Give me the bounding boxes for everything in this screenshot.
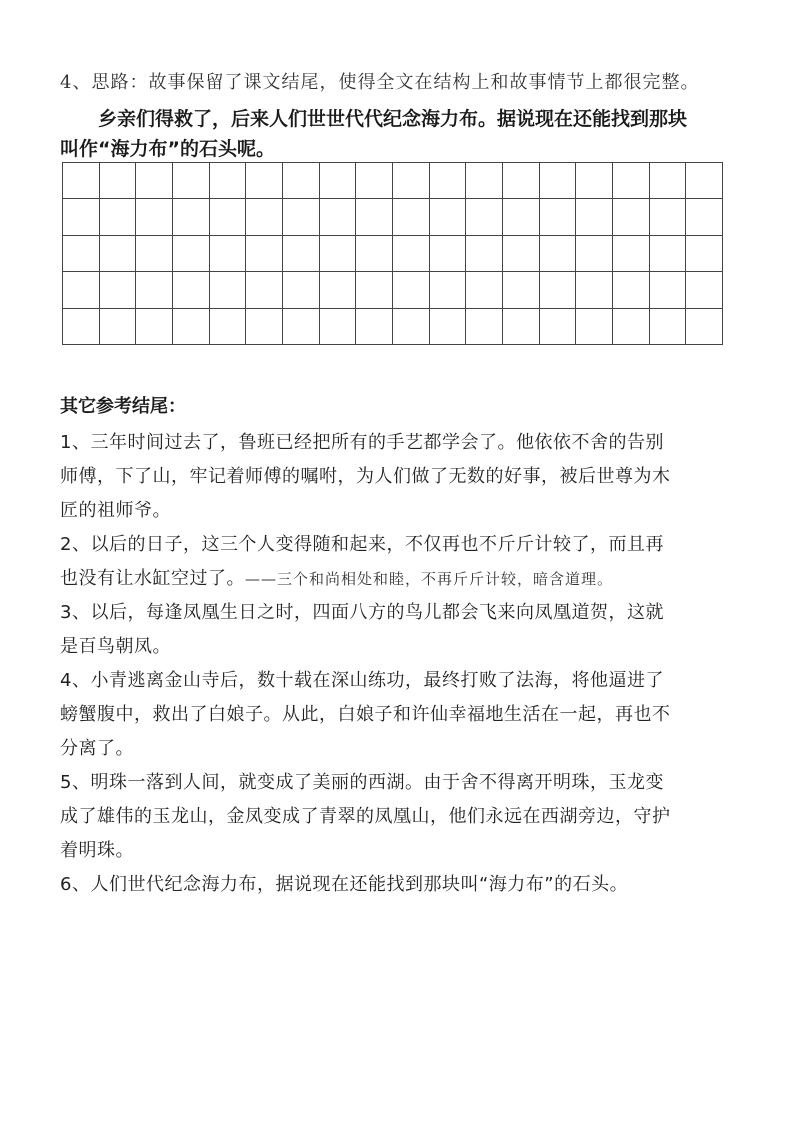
grid-cell[interactable] [503, 309, 540, 345]
grid-cell[interactable] [393, 199, 430, 235]
ending-5-line-3: 着明珠。 [60, 840, 134, 861]
grid-cell[interactable] [210, 236, 247, 272]
ending-2-line-2-row [60, 564, 613, 590]
grid-cell[interactable] [210, 199, 247, 235]
grid-cell[interactable] [430, 309, 467, 345]
grid-cell[interactable] [540, 199, 577, 235]
grid-cell[interactable] [540, 272, 577, 308]
grid-cell[interactable] [136, 199, 173, 235]
grid-cell[interactable] [466, 199, 503, 235]
grid-cell[interactable] [576, 309, 613, 345]
grid-cell[interactable] [466, 163, 503, 199]
grid-cell[interactable] [686, 272, 723, 308]
grid-cell[interactable] [173, 272, 210, 308]
grid-cell[interactable] [173, 309, 210, 345]
ending-4-line-1: 4、小青逃离金山寺后，数十载在深山练功，最终打败了法海，将他逼进了 [60, 670, 664, 691]
grid-cell[interactable] [356, 163, 393, 199]
grid-cell[interactable] [320, 199, 357, 235]
grid-cell[interactable] [320, 163, 357, 199]
grid-cell[interactable] [246, 236, 283, 272]
grid-cell[interactable] [650, 236, 687, 272]
grid-cell[interactable] [63, 199, 100, 235]
grid-cell[interactable] [246, 309, 283, 345]
grid-cell[interactable] [613, 199, 650, 235]
ending-3-line-1: 3、以后，每逢凤凰生日之时，四面八方的鸟儿都会飞来向凤凰道贺，这就 [60, 602, 664, 623]
grid-cell[interactable] [650, 309, 687, 345]
ending-1-line-2: 师傅，下了山，牢记着师傅的嘱咐，为人们做了无数的好事，被后世尊为木 [60, 466, 671, 487]
grid-cell[interactable] [356, 309, 393, 345]
grid-cell[interactable] [283, 272, 320, 308]
grid-cell[interactable] [686, 309, 723, 345]
grid-cell[interactable] [613, 236, 650, 272]
grid-cell[interactable] [393, 236, 430, 272]
grid-cell[interactable] [576, 163, 613, 199]
ending-6-line-1: 6、人们世代纪念海力布，据说现在还能找到那块叫“海力布”的石头。 [60, 874, 629, 895]
grid-cell[interactable] [246, 272, 283, 308]
grid-cell[interactable] [650, 199, 687, 235]
grid-cell[interactable] [466, 236, 503, 272]
grid-cell[interactable] [210, 309, 247, 345]
grid-cell[interactable] [540, 163, 577, 199]
grid-cell[interactable] [540, 236, 577, 272]
ending-5-line-1: 5、明珠一落到人间，就变成了美丽的西湖。由于舍不得离开明珠，玉龙变 [60, 772, 664, 793]
grid-cell[interactable] [100, 309, 137, 345]
other-endings-heading: 其它参考结尾： [60, 396, 186, 417]
grid-cell[interactable] [210, 163, 247, 199]
grid-cell[interactable] [100, 272, 137, 308]
grid-cell[interactable] [503, 199, 540, 235]
grid-cell[interactable] [136, 309, 173, 345]
grid-cell[interactable] [540, 309, 577, 345]
grid-cell[interactable] [686, 236, 723, 272]
grid-cell[interactable] [466, 309, 503, 345]
grid-cell[interactable] [430, 236, 467, 272]
grid-cell[interactable] [576, 199, 613, 235]
grid-cell[interactable] [63, 309, 100, 345]
grid-cell[interactable] [173, 199, 210, 235]
grid-cell[interactable] [100, 236, 137, 272]
grid-cell[interactable] [320, 272, 357, 308]
example-ending-line-2: 叫作“海力布”的石头呢。 [60, 138, 275, 160]
grid-cell[interactable] [356, 272, 393, 308]
grid-cell[interactable] [650, 163, 687, 199]
grid-cell[interactable] [283, 199, 320, 235]
ending-1-line-1: 1、三年时间过去了，鲁班已经把所有的手艺都学会了。他依依不舍的告别 [60, 432, 664, 453]
grid-cell[interactable] [430, 272, 467, 308]
grid-cell[interactable] [466, 272, 503, 308]
grid-cell[interactable] [63, 163, 100, 199]
grid-cell[interactable] [210, 272, 247, 308]
grid-cell[interactable] [356, 199, 393, 235]
grid-cell[interactable] [393, 309, 430, 345]
grid-cell[interactable] [393, 272, 430, 308]
grid-cell[interactable] [613, 163, 650, 199]
grid-cell[interactable] [100, 199, 137, 235]
grid-cell[interactable] [650, 272, 687, 308]
ending-4-line-2: 螃蟹腹中，救出了白娘子。从此，白娘子和许仙幸福地生活在一起，再也不 [60, 704, 671, 725]
grid-cell[interactable] [576, 236, 613, 272]
grid-cell[interactable] [283, 309, 320, 345]
grid-cell[interactable] [430, 163, 467, 199]
grid-cell[interactable] [320, 309, 357, 345]
ending-3-line-2: 是百鸟朝凤。 [60, 636, 171, 657]
ending-2-line-1: 2、以后的日子，这三个人变得随和起来，不仅再也不斤斤计较了，而且再 [60, 534, 664, 555]
grid-cell[interactable] [63, 272, 100, 308]
grid-cell[interactable] [686, 199, 723, 235]
ending-2-line-2: 也没有让水缸空过了。 [60, 568, 245, 589]
ending-1-line-3: 匠的祖师爷。 [60, 500, 171, 521]
grid-cell[interactable] [613, 272, 650, 308]
grid-cell[interactable] [356, 236, 393, 272]
grid-cell[interactable] [136, 272, 173, 308]
grid-cell[interactable] [246, 199, 283, 235]
ending-5-line-2: 成了雄伟的玉龙山，金凤变成了青翠的凤凰山，他们永远在西湖旁边，守护 [60, 806, 671, 827]
grid-cell[interactable] [173, 236, 210, 272]
grid-cell[interactable] [576, 272, 613, 308]
grid-cell[interactable] [503, 236, 540, 272]
grid-cell[interactable] [320, 236, 357, 272]
grid-cell[interactable] [100, 163, 137, 199]
writing-grid[interactable] [62, 162, 723, 345]
grid-cell[interactable] [686, 163, 723, 199]
grid-cell[interactable] [283, 163, 320, 199]
ending-4-line-3: 分离了。 [60, 738, 134, 759]
grid-cell[interactable] [63, 236, 100, 272]
grid-cell[interactable] [430, 199, 467, 235]
grid-cell[interactable] [136, 236, 173, 272]
ending-2-note: ——三个和尚相处和睦，不再斤斤计较，暗含道理。 [245, 570, 614, 588]
grid-cell[interactable] [173, 163, 210, 199]
grid-cell[interactable] [283, 236, 320, 272]
grid-cell[interactable] [613, 309, 650, 345]
grid-cell[interactable] [136, 163, 173, 199]
writing-idea: 4、思路：故事保留了课文结尾，使得全文在结构上和故事情节上都很完整。 [60, 72, 700, 93]
example-ending-line-1: 乡亲们得救了，后来人们世世代代纪念海力布。据说现在还能找到那块 [98, 108, 688, 130]
grid-cell[interactable] [503, 272, 540, 308]
grid-cell[interactable] [246, 163, 283, 199]
grid-cell[interactable] [503, 163, 540, 199]
grid-cell[interactable] [393, 163, 430, 199]
